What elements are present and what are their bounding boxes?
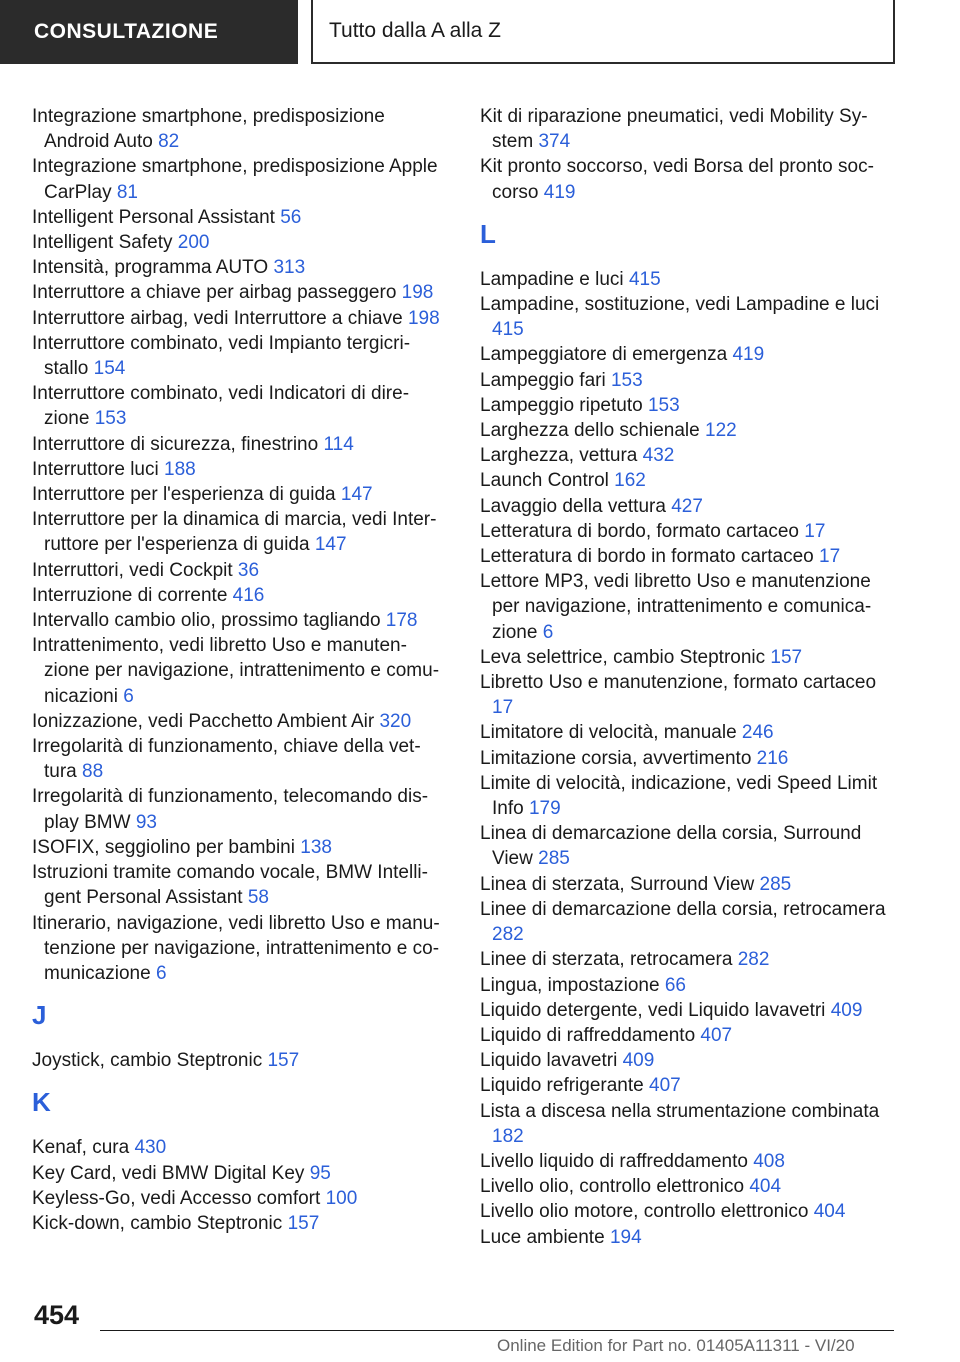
index-entry-text: Libretto Uso e manutenzione, formato cartaceo — [480, 672, 877, 694]
page-reference-link[interactable]: 157 — [287, 1212, 320, 1234]
index-entry — [480, 519, 900, 544]
index-entry — [480, 1099, 900, 1149]
index-entry — [32, 457, 444, 482]
index-entry-text: Lampadine e luci — [480, 268, 624, 290]
index-entry — [480, 292, 900, 342]
index-entry-text: Kit di riparazione pneumatici, vedi Mobility System — [480, 106, 868, 153]
index-entry — [32, 154, 444, 204]
page-reference-link[interactable]: 81 — [116, 181, 138, 203]
index-entry-text: Linea di sterzata, Surround View — [480, 873, 755, 895]
index-entry — [480, 494, 900, 519]
index-entry — [32, 734, 444, 784]
index-entry — [480, 104, 900, 154]
index-entry — [32, 1211, 444, 1236]
index-entry — [480, 544, 900, 569]
index-entry — [480, 771, 900, 821]
index-entry-text: Lettore MP3, vedi libretto Uso e manutenzione per navigazione, intrattenimento e comunicazione — [480, 571, 872, 643]
index-entry — [480, 998, 900, 1023]
index-entry-text: Interruttore combinato, vedi Impianto tergicristallo — [32, 332, 411, 380]
page-reference-link[interactable]: 58 — [247, 887, 269, 909]
index-entry-text: Kick-down, cambio Steptronic — [32, 1212, 283, 1234]
page-reference-link[interactable]: 320 — [379, 710, 412, 732]
index-entry-text: Lampeggio fari — [480, 369, 606, 391]
entries-i — [32, 104, 444, 986]
page-reference-link[interactable]: 194 — [609, 1226, 642, 1248]
index-entry-text: Larghezza dello schienale — [480, 420, 700, 442]
page-reference-link[interactable]: 282 — [737, 949, 770, 971]
page-reference-link[interactable]: 285 — [538, 848, 570, 870]
page-reference-link[interactable]: 154 — [93, 358, 126, 380]
page-reference-link[interactable]: 17 — [819, 546, 841, 568]
page-reference-link[interactable]: 122 — [705, 420, 737, 442]
index-entry — [32, 860, 444, 910]
index-entry-text: Irregolarità di funzionamento, telecomando display BMW — [32, 786, 429, 833]
page-reference-link[interactable]: 198 — [401, 282, 434, 304]
index-entry — [480, 1174, 900, 1199]
page-reference-link[interactable]: 93 — [135, 811, 157, 833]
index-entry-text: Launch Control — [480, 470, 609, 492]
index-entry — [480, 645, 900, 670]
index-entry-text: Livello liquido di raffreddamento — [480, 1150, 748, 1172]
index-entry-text: Livello olio, controllo elettronico — [480, 1176, 745, 1198]
page-reference-link[interactable]: 66 — [664, 974, 686, 996]
index-entry — [480, 821, 900, 871]
index-entry-text: Intelligent Safety — [32, 232, 173, 254]
index-entry — [480, 468, 900, 493]
index-entry-text: Lavaggio della vettura — [480, 495, 666, 517]
index-entry — [32, 583, 444, 608]
index-entry — [32, 1135, 444, 1160]
page-reference-link[interactable]: 147 — [314, 534, 347, 556]
page-reference-link[interactable]: 432 — [642, 445, 675, 467]
page-reference-link[interactable]: 404 — [813, 1201, 846, 1223]
index-entry — [480, 670, 900, 720]
page-reference-link[interactable]: 179 — [528, 798, 561, 820]
index-entry — [32, 306, 444, 331]
index-entry-text: Linee di demarcazione della corsia, retrocamera — [480, 898, 886, 920]
page-reference-link[interactable]: 313 — [273, 257, 306, 279]
index-entry-text: Keyless-Go, vedi Accesso comfort — [32, 1187, 321, 1209]
page-reference-link[interactable]: 216 — [756, 747, 789, 769]
index-entry — [32, 104, 444, 154]
page-reference-link[interactable]: 138 — [300, 836, 332, 858]
page-reference-link[interactable]: 408 — [753, 1150, 785, 1172]
index-entry — [480, 1073, 900, 1098]
subsection-title: Tutto dalla A alla Z — [329, 19, 501, 42]
index-entry — [480, 1149, 900, 1174]
index-entry-text: Liquido detergente, vedi Liquido lavavetri — [480, 999, 826, 1021]
index-entry — [32, 507, 444, 557]
index-entry-text: Lingua, impostazione — [480, 974, 660, 996]
page-reference-link[interactable]: 409 — [622, 1050, 655, 1072]
index-entry-text: Luce ambiente — [480, 1226, 605, 1248]
page-number: 454 — [34, 1300, 80, 1330]
index-entry — [32, 205, 444, 230]
page-reference-link[interactable]: 182 — [492, 1125, 524, 1147]
index-entry — [32, 911, 444, 987]
page-reference-link[interactable]: 427 — [671, 495, 703, 517]
index-entry — [480, 1199, 900, 1224]
index-letter-j: J — [32, 1000, 47, 1031]
index-entry — [480, 393, 900, 418]
index-entry-text: Kit pronto soccorso, vedi Borsa del pronto soccorso — [480, 156, 874, 203]
index-entry — [480, 897, 900, 947]
index-entry-text: Interruttore per l'esperienza di guida — [32, 484, 336, 506]
index-entry — [32, 633, 444, 709]
index-entry — [480, 342, 900, 367]
index-entry — [480, 1225, 900, 1250]
page-reference-link[interactable]: 246 — [741, 722, 774, 744]
index-entry-text: Ionizzazione, vedi Pacchetto Ambient Air — [32, 710, 375, 732]
index-column-left — [32, 104, 444, 1236]
section-title: CONSULTAZIONE — [34, 20, 219, 43]
page-reference-link[interactable]: 419 — [732, 344, 765, 366]
page-reference-link[interactable]: 415 — [492, 319, 524, 341]
index-entry-text: Letteratura di bordo, formato cartaceo — [480, 520, 799, 542]
index-entry — [480, 267, 900, 292]
index-entry-text: Linee di sterzata, retrocamera — [480, 949, 733, 971]
page-reference-link[interactable]: 100 — [325, 1187, 358, 1209]
index-entry-text: Interruttore airbag, vedi Interruttore a chiave — [32, 307, 403, 329]
page-reference-link[interactable]: 415 — [628, 268, 661, 290]
index-entry — [480, 1023, 900, 1048]
index-entry-text: ISOFIX, seggiolino per bambini — [32, 836, 295, 858]
index-entry — [480, 973, 900, 998]
index-entry-text: Interruttore per la dinamica di marcia, vedi Interruttore per l'esperienza di guida — [32, 509, 437, 556]
index-entry — [32, 255, 444, 280]
index-entry-text: Interruzione di corrente — [32, 584, 228, 606]
page-reference-link[interactable]: 416 — [232, 584, 265, 606]
index-entry-text: Lampeggiatore di emergenza — [480, 344, 728, 366]
page-reference-link[interactable]: 153 — [610, 369, 643, 391]
page-reference-link[interactable]: 153 — [647, 394, 680, 416]
edition-note: Online Edition for Part no. 01405A11311 - VI/20 — [497, 1336, 855, 1355]
page-reference-link[interactable]: 147 — [340, 484, 373, 506]
entries-k-continued — [480, 104, 900, 205]
index-entry-text: Liquido di raffreddamento — [480, 1024, 696, 1046]
page-reference-link[interactable]: 200 — [177, 232, 210, 254]
index-entry-text: Intelligent Personal Assistant — [32, 206, 275, 228]
page-reference-link[interactable]: 157 — [770, 646, 803, 668]
index-entry-text: Letteratura di bordo in formato cartaceo — [480, 546, 814, 568]
page-reference-link[interactable]: 407 — [649, 1075, 681, 1097]
index-entry — [32, 1161, 444, 1186]
page-reference-link[interactable]: 404 — [749, 1176, 782, 1198]
page-reference-link[interactable]: 6 — [155, 962, 167, 984]
index-entry — [32, 331, 444, 381]
page-reference-link[interactable]: 178 — [385, 610, 418, 632]
page-reference-link[interactable]: 17 — [492, 697, 514, 719]
page-reference-link[interactable]: 430 — [134, 1137, 167, 1159]
index-entry — [32, 835, 444, 860]
index-entry-text: Liquido refrigerante — [480, 1075, 644, 1097]
page-reference-link[interactable]: 282 — [492, 924, 524, 946]
index-entry-text: Interruttore a chiave per airbag passeggero — [32, 282, 397, 304]
index-entry-text: Interruttori, vedi Cockpit — [32, 559, 233, 581]
index-entry-text: Integrazione smartphone, predisposizione Apple CarPlay — [32, 156, 438, 203]
index-entry — [32, 381, 444, 431]
page-reference-link[interactable]: 95 — [309, 1162, 331, 1184]
index-entry-text: Leva selettrice, cambio Steptronic — [480, 646, 766, 668]
page-reference-link[interactable]: 374 — [538, 131, 571, 153]
index-entry-text: Larghezza, vettura — [480, 445, 638, 467]
index-entry-text: Key Card, vedi BMW Digital Key — [32, 1162, 305, 1184]
page-reference-link[interactable]: 6 — [123, 685, 134, 707]
index-entry — [480, 154, 900, 204]
index-entry-text: Liquido lavavetri — [480, 1050, 618, 1072]
index-entry — [480, 569, 900, 645]
index-entry-text: Linea di demarcazione della corsia, Surround View — [480, 823, 862, 870]
page-reference-link[interactable]: 419 — [543, 181, 576, 203]
index-entry — [32, 784, 444, 834]
index-entry-text: Kenaf, cura — [32, 1137, 130, 1159]
index-entry-text: Istruzioni tramite comando vocale, BMW Intelligent Personal Assistant — [32, 862, 428, 909]
index-entry — [32, 482, 444, 507]
footer-divider — [100, 1330, 894, 1331]
page-reference-link[interactable]: 153 — [94, 408, 127, 430]
index-entry — [480, 746, 900, 771]
entries-k — [32, 1135, 444, 1236]
index-entry-text: Limitazione corsia, avvertimento — [480, 747, 752, 769]
index-entry — [32, 709, 444, 734]
index-entry — [480, 443, 900, 468]
page-reference-link[interactable]: 6 — [542, 621, 554, 643]
page-reference-link[interactable]: 17 — [804, 520, 826, 542]
index-entry-text: Limitatore di velocità, manuale — [480, 722, 737, 744]
index-entry-text: Livello olio motore, controllo elettronico — [480, 1201, 809, 1223]
index-entry-text: Interruttore combinato, vedi Indicatori di direzione — [32, 383, 410, 430]
index-entry-text: Limite di velocità, indicazione, vedi Speed Limit Info — [480, 772, 878, 820]
index-entry — [32, 1186, 444, 1211]
index-entry — [480, 720, 900, 745]
index-entry — [32, 230, 444, 255]
index-letter-l: L — [480, 218, 496, 249]
index-entry — [480, 1048, 900, 1073]
index-entry — [32, 1048, 444, 1073]
index-entry-text: Intensità, programma AUTO — [32, 257, 269, 279]
index-entry-text: Irregolarità di funzionamento, chiave della vettura — [32, 736, 421, 783]
page-reference-link[interactable]: 82 — [158, 131, 180, 153]
index-entry-text: Interruttore luci — [32, 458, 159, 480]
page-reference-link[interactable]: 157 — [267, 1050, 300, 1072]
index-entry-text: Itinerario, navigazione, vedi libretto Uso e manutenzione per navigazione, intrattenimento e comunicazione — [32, 912, 440, 984]
index-entry — [480, 947, 900, 972]
page-reference-link[interactable]: 188 — [164, 458, 196, 480]
entries-j — [32, 1048, 444, 1073]
index-entry — [32, 558, 444, 583]
page-reference-link[interactable]: 56 — [280, 206, 302, 228]
index-entry-text: Joystick, cambio Steptronic — [32, 1050, 263, 1072]
index-letter-k: K — [32, 1087, 51, 1118]
index-entry — [32, 280, 444, 305]
index-entry-text: Intrattenimento, vedi libretto Uso e manutenzione per navigazione, intrattenimento e comunicazioni — [32, 635, 440, 707]
index-entry-text: Integrazione smartphone, predisposizione Android Auto — [32, 106, 385, 153]
index-entry — [32, 608, 444, 633]
index-entry-text: Interruttore di sicurezza, finestrino — [32, 433, 319, 455]
index-entry — [480, 368, 900, 393]
index-entry — [480, 872, 900, 897]
page-reference-link[interactable]: 407 — [700, 1024, 733, 1046]
index-entry — [32, 432, 444, 457]
section-tab — [0, 0, 298, 64]
page-reference-link[interactable]: 114 — [323, 433, 354, 455]
entries-l — [480, 267, 900, 1250]
page-reference-link[interactable]: 36 — [237, 559, 260, 581]
page-reference-link[interactable]: 198 — [407, 307, 440, 329]
index-entry-text: Lampadine, sostituzione, vedi Lampadine e luci — [480, 294, 880, 316]
subsection-header — [311, 0, 895, 64]
page-reference-link[interactable]: 409 — [830, 999, 863, 1021]
index-entry — [480, 418, 900, 443]
index-entry-text: Intervallo cambio olio, prossimo tagliando — [32, 610, 381, 632]
index-column-right — [480, 104, 900, 1250]
page-reference-link[interactable]: 162 — [614, 470, 646, 492]
page-reference-link[interactable]: 285 — [759, 873, 792, 895]
index-entry-text: Lista a discesa nella strumentazione combinata — [480, 1100, 880, 1122]
page-reference-link[interactable]: 88 — [82, 761, 104, 783]
index-entry-text: Lampeggio ripetuto — [480, 394, 643, 416]
